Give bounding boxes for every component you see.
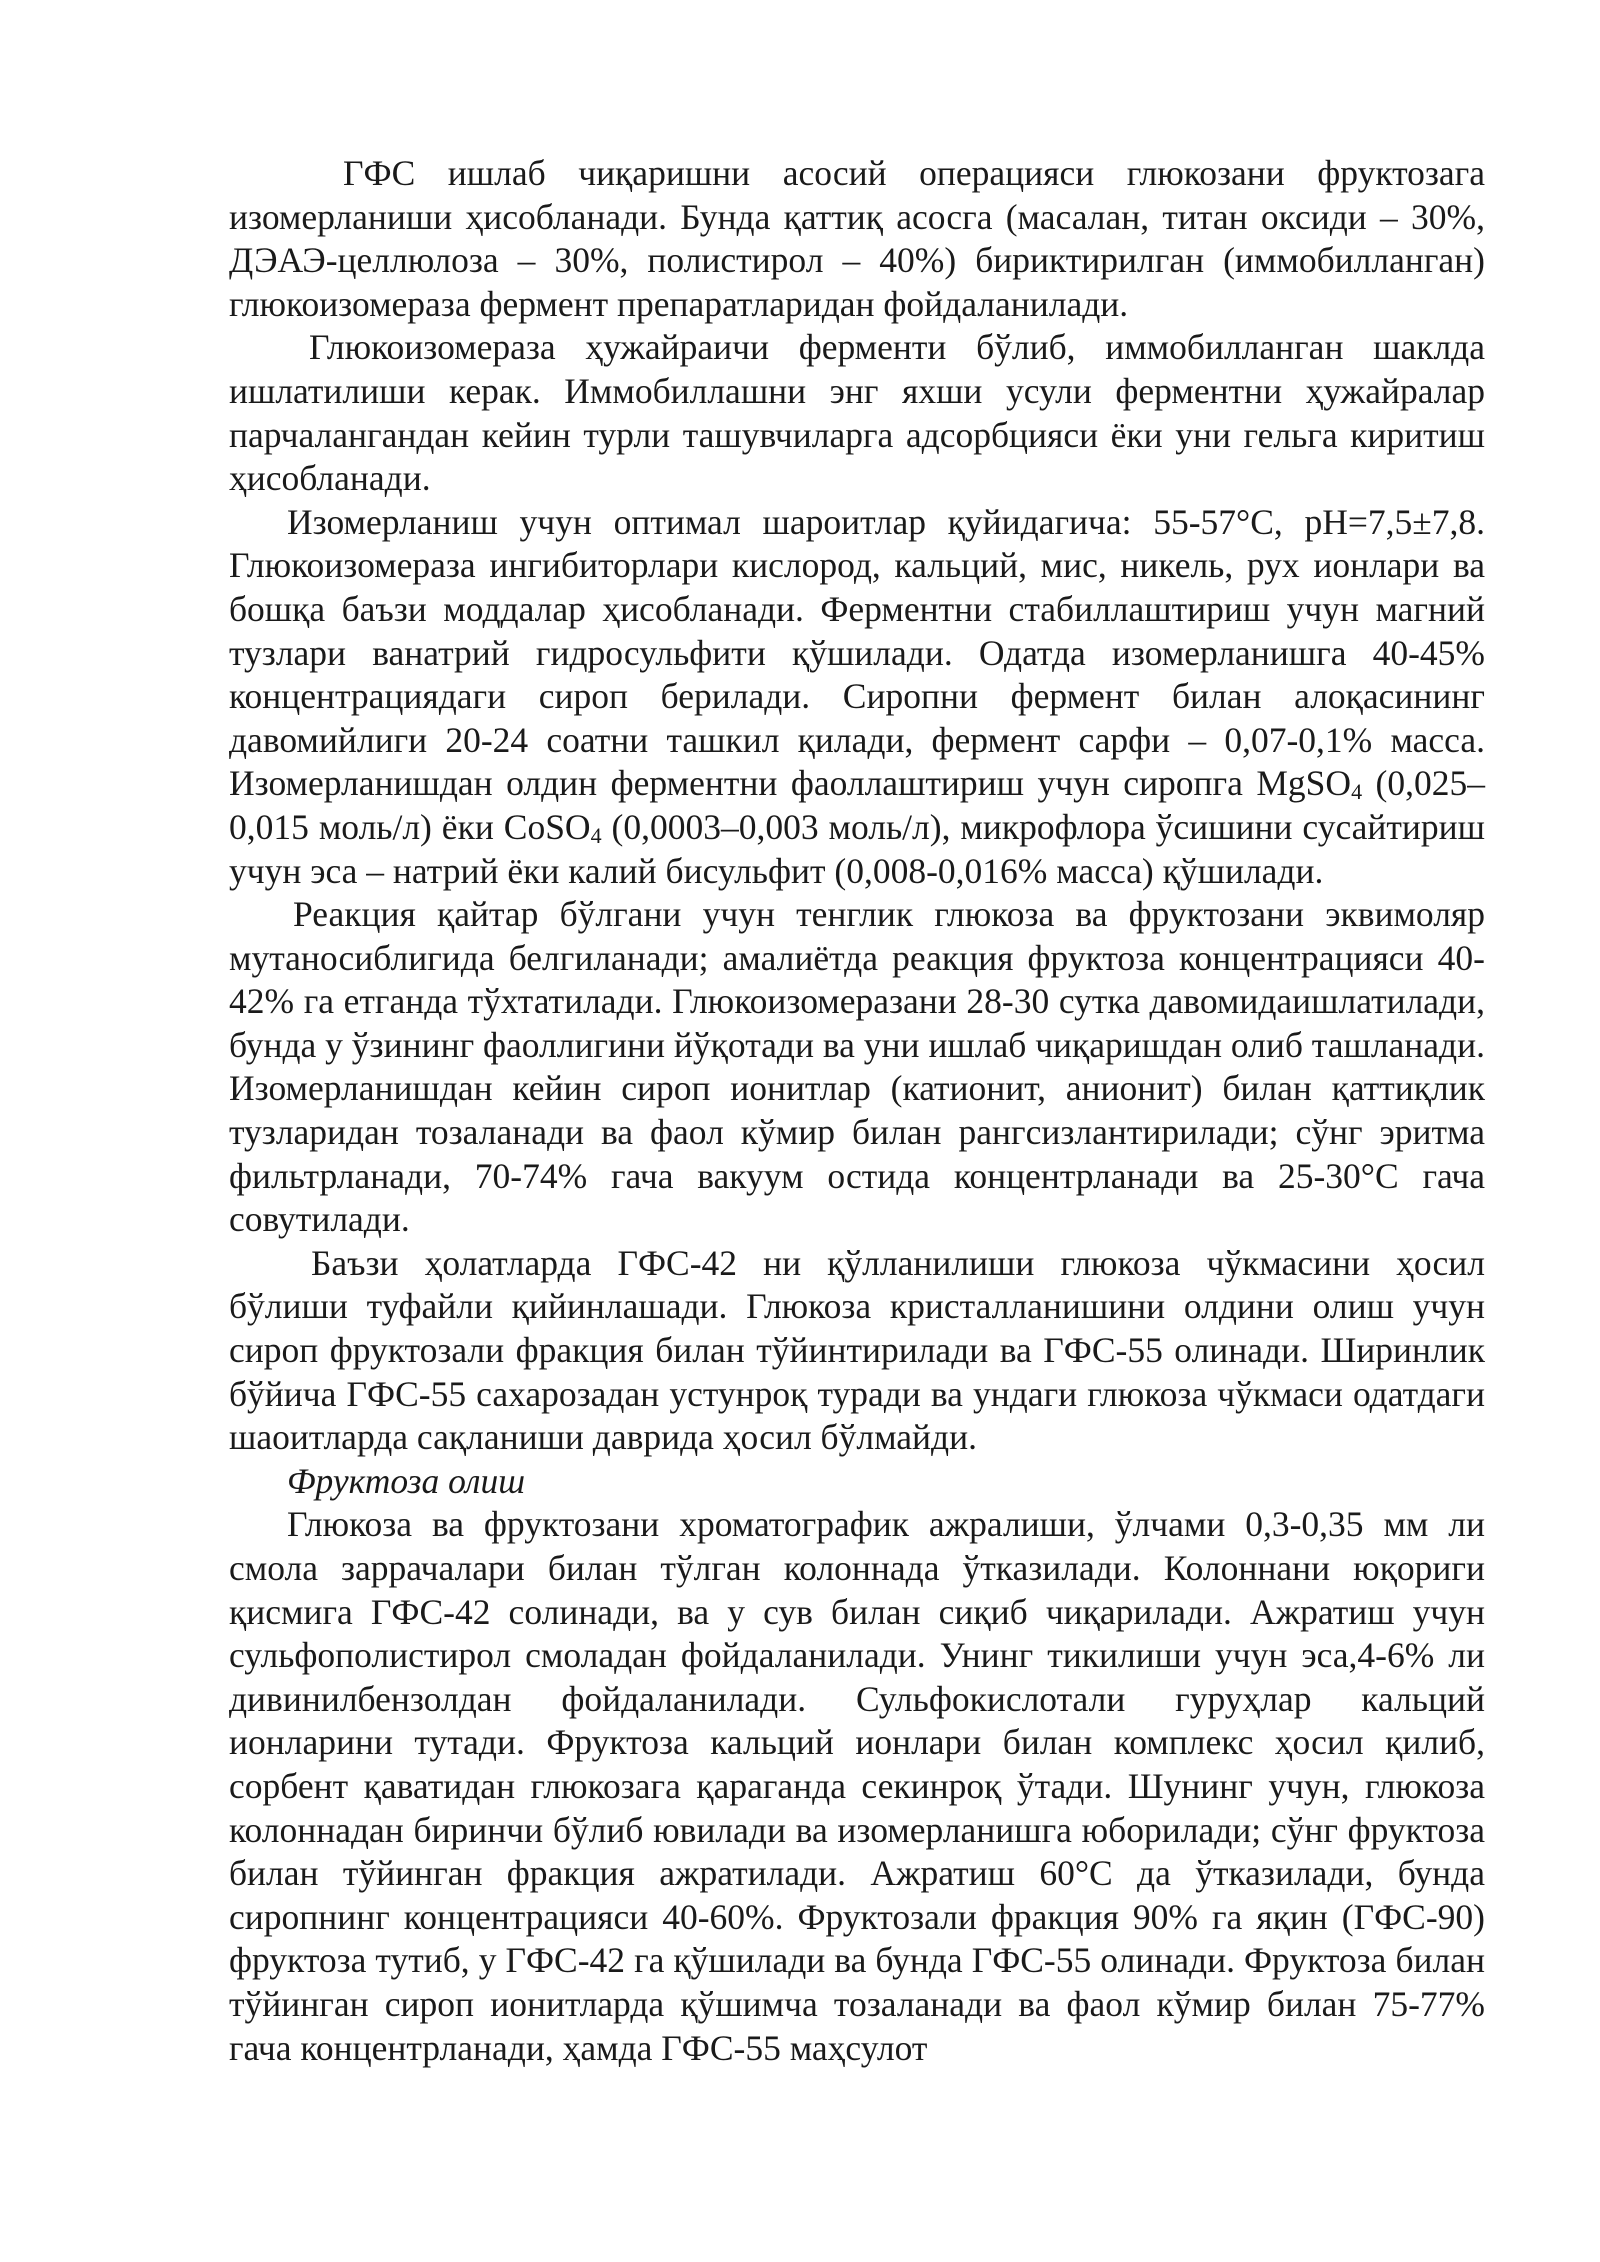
conditions-text-start: Изомерланиш учун оптимал шароитлар қуйидагича: 55-57°С, рН=7,5±7,8. Глюкоизомераза ингибиторлари кислород, кальций, мис, никель, рух ионлари ва бошқа баъзи моддалар ҳисобланади. Ферментни стабиллаштириш учун магний тузлари ванатрий гидросульфити қўшилади. Одатда изомерланишга 40-45% концентрациядаги сироп берилади. Сиропни фермент билан алоқасининг давомийлиги 20-24 соатни ташкил қилади, фермент сарфи – 0,07-0,1% масса. Изомерланишдан олдин ферментни фаоллаштириш учун сиропга	[229, 501, 1485, 804]
document-page	[229, 152, 1485, 2070]
paragraph-chromatographic-separation: Глюкоза ва фруктозани хроматографик ажралиши, ўлчами 0,3-0,35 мм ли смола заррачалари билан тўлган колоннада ўтказилади. Колоннани юқориги қисмига ГФС-42 солинади, ва у сув билан сиқиб чиқарилади. Ажратиш учун сульфополистирол смоладан фойдаланилади. Унинг тикилиши учун эса,4-6% ли дивинилбензолдан фойдаланилади. Сульфокислотали гуруҳлар кальций ионларини тутади. Фруктоза кальций ионлари билан комплекс ҳосил қилиб, сорбент қаватидан глюкозага қараганда секинроқ ўтади. Шунинг учун, глюкоза колоннадан биринчи бўлиб ювилади ва изомерланишга юборилади; сўнг фруктоза билан тўйинган фракция ажратилади. Ажратиш 60°С да ўтказилади, бунда сиропнинг концентрацияси 40-60%. Фруктозали фракция 90% га яқин (ГФС-90) фруктоза тутиб, у ГФС-42 га қўшилади ва бунда ГФС-55 олинади. Фруктоза билан тўйинган сироп ионитларда қўшимча тозаланади ва фаол кўмир билан 75-77% гача концентрланади, ҳамда ГФС-55 маҳсулот	[229, 1504, 1485, 2068]
section-heading-fructose: Фруктоза олиш	[287, 1460, 526, 1501]
coso4-formula: CoSO	[503, 806, 591, 847]
paragraph-reaction-equilibrium: Реакция қайтар бўлгани учун тенглик глюкоза ва фруктозани эквимоляр мутаносиблигида белгиланади; амалиётда реакция фруктоза концентрацияси 40-42% га етганда тўхтатилади. Глюкоизомеразани 28-30 сутка давомидаишлатилади, бунда у ўзининг фаоллигини йўқотади ва уни ишлаб чиқаришдан олиб ташланади. Изомерланишдан кейин сироп ионитлар (катионит, анионит) билан қаттиқлик тузларидан тозаланади ва фаол кўмир билан рангсизлантирилади; сўнг эритма фильтрланади, 70-74% гача вакуум остида концентрланади ва 25-30°С гача совутилади.	[229, 894, 1485, 1240]
coso4-subscript: 4	[590, 822, 602, 848]
conditions-text-end: (0,0003–0,003 моль/л), микрофлора ўсишини сусайтириш учун эса – натрий ёки калий бисульфит (0,008-0,016% масса) қўшилади.	[229, 806, 1485, 891]
paragraph-optimal-conditions	[229, 501, 1485, 893]
mgso4-formula: MgSO	[1256, 763, 1352, 804]
paragraph-hfs55: Баъзи ҳолатларда ГФС-42 ни қўлланилиши глюкоза чўкмасини ҳосил бўлиши туфайли қийинлашади. Глюкоза кристалланишини олдини олиш учун сироп фруктозали фракция билан тўйинтирилади ва ГФС-55 олинади. Ширинлик бўйича ГФС-55 сахарозадан устунроқ туради ва ундаги глюкоза чўкмаси одатдаги шаоитларда сақланиши даврида ҳосил бўлмайди.	[229, 1242, 1485, 1458]
paragraph-hfs-isomerization: ГФС ишлаб чиқаришни асосий операцияси глюкозани фруктозага изомерланиши ҳисобланади. Бунда қаттиқ асосга (масалан, титан оксиди – 30%, ДЭАЭ-целлюлоза – 30%, полистирол – 40%) бириктирилган (иммобилланган) глюкоизомераза фермент препаратларидан фойдаланилади.	[229, 153, 1485, 324]
mgso4-subscript: 4	[1351, 779, 1363, 805]
conditions-text-middle: (0,025–0,015 моль/л) ёки	[229, 763, 1485, 847]
paragraph-glucoisomerase-immobilization: Глюкоизомераза ҳужайраичи ферменти бўлиб, иммобилланган шаклда ишлатилиши керак. Иммобиллашни энг яхши усули ферментни ҳужайралар парчалангандан кейин турли ташувчиларга адсорбцияси ёки уни гельга киритиш ҳисобланади.	[229, 327, 1485, 499]
